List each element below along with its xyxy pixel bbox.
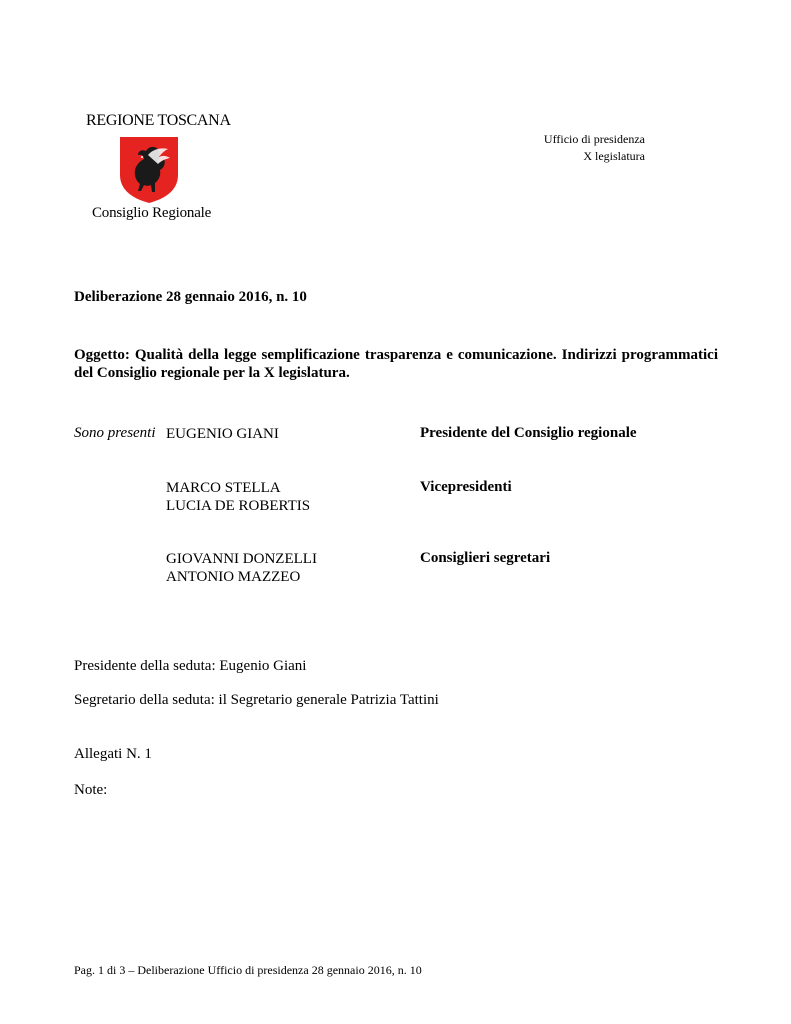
office-block bbox=[544, 131, 645, 165]
attendee-name: GIOVANNI DONZELLI bbox=[166, 551, 317, 567]
letterhead-title: REGIONE TOSCANA bbox=[86, 112, 231, 129]
winged-horse-shield-icon bbox=[118, 135, 180, 205]
attendee-role: Vicepresidenti bbox=[420, 479, 512, 495]
letterhead-subtitle: Consiglio Regionale bbox=[92, 205, 212, 221]
attendee-names-group bbox=[166, 550, 317, 586]
attendee-name: EUGENIO GIANI bbox=[166, 426, 279, 442]
session-secretary: Segretario della seduta: il Segretario generale Patrizia Tattini bbox=[74, 692, 439, 708]
attendee-role: Consiglieri segretari bbox=[420, 550, 551, 566]
attendee-role: Presidente del Consiglio regionale bbox=[420, 425, 637, 441]
office-line-1: Ufficio di presidenza bbox=[543, 132, 645, 146]
attendee-name: ANTONIO MAZZEO bbox=[166, 569, 301, 585]
attachments-line: Allegati N. 1 bbox=[74, 746, 152, 762]
attendee-name: LUCIA DE ROBERTIS bbox=[166, 498, 311, 514]
deliberation-title: Deliberazione 28 gennaio 2016, n. 10 bbox=[74, 289, 307, 305]
session-president: Presidente della seduta: Eugenio Giani bbox=[74, 658, 307, 674]
attendee-names-group bbox=[166, 479, 310, 515]
present-label: Sono presenti bbox=[74, 425, 156, 441]
attendee-names-group bbox=[166, 425, 279, 443]
notes-line: Note: bbox=[74, 782, 108, 798]
subject-paragraph: Oggetto: Qualità della legge semplificazione trasparenza e comunicazione. Indirizzi programmatici del Consiglio regionale per la X legislatura. bbox=[74, 347, 718, 381]
office-line-2: X legislatura bbox=[583, 149, 645, 163]
attendee-name: MARCO STELLA bbox=[166, 480, 281, 496]
page-footer: Pag. 1 di 3 – Deliberazione Ufficio di presidenza 28 gennaio 2016, n. 10 bbox=[74, 963, 422, 977]
